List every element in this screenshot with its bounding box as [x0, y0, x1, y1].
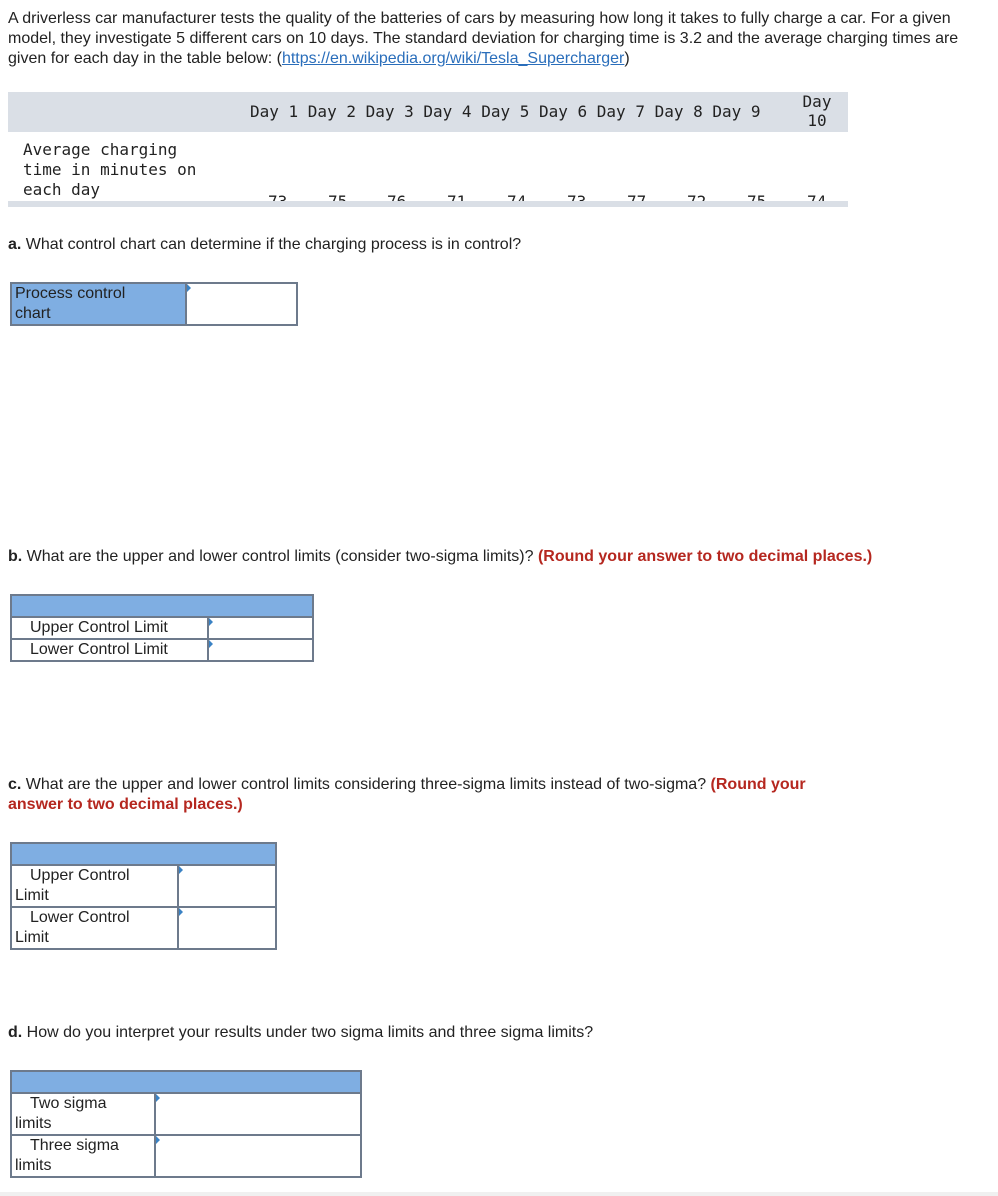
- lcl-label-text: Lower Control Limit: [30, 641, 168, 658]
- problem-statement: [8, 9, 968, 69]
- question-c: [8, 775, 806, 815]
- question-a-prefix: a.: [8, 236, 22, 253]
- label-line2: chart: [15, 305, 51, 322]
- two-sigma-line1: Two sigma: [30, 1095, 107, 1112]
- charging-times-table: [8, 92, 848, 202]
- row-label: Average charging time in minutes on each day: [23, 140, 197, 199]
- two-sigma-line2: limits: [15, 1115, 52, 1132]
- day-10-header-line1: Day: [802, 92, 832, 111]
- question-c-text: What are the upper and lower control limits considering three-sigma limits instead of two-sigma?: [21, 776, 711, 793]
- ucl-input-two-sigma[interactable]: [208, 617, 313, 639]
- day-10-header: [800, 92, 834, 130]
- lcl-input-two-sigma[interactable]: [208, 639, 313, 661]
- ucl-line1: Upper Control: [30, 867, 130, 884]
- table-header: [8, 92, 848, 132]
- process-control-chart-label: [11, 283, 186, 325]
- answer-table-a: [10, 282, 298, 326]
- ucl-input-three-sigma[interactable]: [178, 865, 276, 907]
- bottom-divider: [0, 1192, 998, 1196]
- table-row: [8, 132, 848, 202]
- wikipedia-link[interactable]: https://en.wikipedia.org/wiki/Tesla_Supercharger: [281, 50, 625, 67]
- question-c-prefix: c.: [8, 776, 22, 793]
- day-10-header-line2: 10: [807, 111, 827, 130]
- three-sigma-line1: Three sigma: [30, 1137, 119, 1154]
- two-sigma-interpretation-input[interactable]: [155, 1093, 361, 1135]
- three-sigma-label: [11, 1135, 155, 1177]
- lcl-label: [11, 639, 208, 661]
- process-control-chart-input[interactable]: [186, 283, 297, 325]
- answer-table-c: [10, 842, 277, 950]
- problem-text: A driverless car manufacturer tests the quality of the batteries of cars by measuring how long it takes to fully charge a car. For a given model, they investigate 5 different cars on 10 days. The standard deviation for charging time is 3.2 and the average charging times are given for each day in the table below: (: [8, 10, 959, 67]
- answer-table-d: [10, 1070, 362, 1178]
- question-b-prefix: b.: [8, 548, 23, 565]
- rounding-note-c-2: answer to two decimal places.): [8, 796, 243, 813]
- ucl-label: [11, 617, 208, 639]
- rounding-note-c-1: (Round your: [710, 776, 806, 793]
- answer-table-b: [10, 594, 314, 662]
- table-c-header: [11, 843, 276, 865]
- question-d-prefix: d.: [8, 1024, 23, 1041]
- lcl-line1: Lower Control: [30, 909, 130, 926]
- problem-text-close: ): [624, 50, 630, 67]
- lcl-label: [11, 907, 178, 949]
- ucl-line2: Limit: [15, 887, 49, 904]
- two-sigma-label: [11, 1093, 155, 1135]
- lcl-input-three-sigma[interactable]: [178, 907, 276, 949]
- three-sigma-interpretation-input[interactable]: [155, 1135, 361, 1177]
- lcl-line2: Limit: [15, 929, 49, 946]
- question-b-text: What are the upper and lower control limits (consider two-sigma limits)?: [22, 548, 538, 565]
- question-a-text: What control chart can determine if the charging process is in control?: [21, 236, 522, 253]
- question-a: [8, 235, 521, 255]
- ucl-label: [11, 865, 178, 907]
- rounding-note-b: (Round your answer to two decimal places.): [537, 548, 873, 565]
- three-sigma-line2: limits: [15, 1157, 52, 1174]
- question-d-text: How do you interpret your results under two sigma limits and three sigma limits?: [22, 1024, 594, 1041]
- question-d: [8, 1023, 593, 1043]
- table-b-header: [11, 595, 313, 617]
- table-bottom-rule: [8, 201, 848, 207]
- label-line1: Process control: [15, 285, 126, 302]
- ucl-label-text: Upper Control Limit: [30, 619, 168, 636]
- table-d-header: [11, 1071, 361, 1093]
- question-b: [8, 547, 872, 567]
- day-headers: Day 1 Day 2 Day 3 Day 4 Day 5 Day 6 Day 7 Day 8 Day 9: [250, 102, 761, 121]
